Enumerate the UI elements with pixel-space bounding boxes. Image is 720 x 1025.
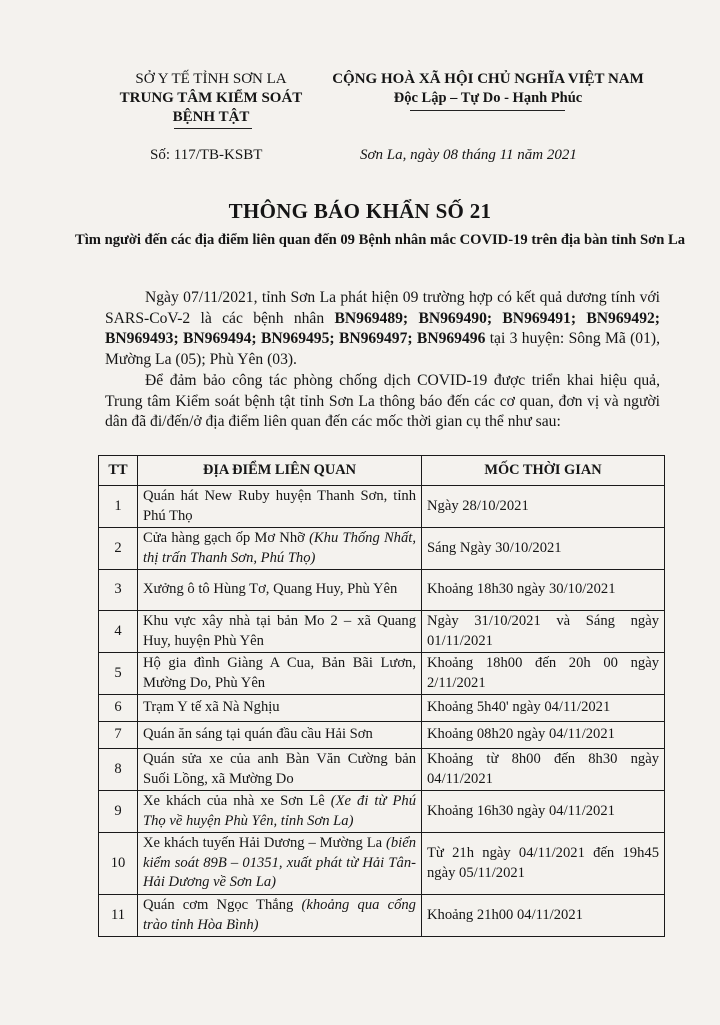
header-location: ĐỊA ĐIỂM LIÊN QUAN [138,456,422,486]
row-time: Khoảng 16h30 ngày 04/11/2021 [422,791,665,833]
location-note: (Khu Thống Nhất, thị trấn Thanh Sơn, Phú Thọ) [143,530,416,566]
row-time: Sáng Ngày 30/10/2021 [422,528,665,570]
table-row [99,833,665,895]
table-row [99,611,665,653]
row-time: Khoảng 21h00 04/11/2021 [422,895,665,937]
table-row [99,749,665,791]
motto-underline [410,110,565,111]
row-number: 10 [99,833,138,895]
paragraph-1-tail: tại 3 huyện: Sông Mã (01), Mường La (05); Phù Yên (03). [105,330,660,368]
row-time: Khoảng 18h00 đến 20h 00 ngày 2/11/2021 [422,653,665,695]
agency-line-2: TRUNG TÂM KIỂM SOÁT [119,90,303,106]
table-row [99,528,665,570]
paragraph-1-text: Ngày 07/11/2021, tỉnh Sơn La phát hiện 09 trường hợp có kết quả dương tính với SARS-CoV-2 là các bệnh nhân [105,289,660,327]
row-time: Ngày 28/10/2021 [422,486,665,528]
row-location [138,749,422,791]
location-name: Xưởng ô tô Hùng Tơ, Quang Huy, Phù Yên [143,581,398,598]
location-name: Khu vực xây nhà tại bản Mo 2 – xã Quang Huy, huyện Phù Yên [143,613,416,649]
location-name: Quán cơm Ngọc Thắng [143,897,302,913]
row-number: 4 [99,611,138,653]
row-location [138,611,422,653]
row-location [138,833,422,895]
row-number: 1 [99,486,138,528]
location-note: (khoảng qua cổng trào tỉnh Hòa Bình) [143,897,416,933]
location-name: Quán ăn sáng tại quán đầu cầu Hải Sơn [143,726,373,743]
row-number: 8 [99,749,138,791]
row-location [138,722,422,749]
row-number: 9 [99,791,138,833]
location-name: Trạm Y tế xã Nà Nghịu [143,699,280,716]
paragraph-detection [105,288,660,370]
row-number: 6 [99,695,138,722]
paragraph-notice [105,371,660,433]
row-location [138,895,422,937]
row-time: Khoảng 5h40' ngày 04/11/2021 [422,695,665,722]
table-row [99,895,665,937]
agency-line-1: SỞ Y TẾ TỈNH SƠN LA [135,71,287,87]
table-row [99,695,665,722]
row-location [138,791,422,833]
document-title: THÔNG BÁO KHẨN SỐ 21 [228,199,492,223]
table-row [99,570,665,611]
place-and-date: Sơn La, ngày 08 tháng 11 năm 2021 [360,147,577,163]
table-row [99,486,665,528]
row-time: Khoảng từ 8h00 đến 8h30 ngày 04/11/2021 [422,749,665,791]
row-time: Ngày 31/10/2021 và Sáng ngày 01/11/2021 [422,611,665,653]
national-motto [318,70,658,108]
patient-ids: BN969489; BN969490; BN969491; BN969492; BN969493; BN969494; BN969495; BN969497; BN969496 [105,309,660,347]
row-location [138,695,422,722]
paragraph-2-text: Để đảm bảo công tác phòng chống dịch COVID-19 được triển khai hiệu quả, Trung tâm Kiểm soát bệnh tật tỉnh Sơn La thông báo đến các cơ quan, đơn vị và người dân đã đi/đến/ở địa điểm liên quan đến các mốc thời gian cụ thể như sau: [105,372,660,430]
row-location [138,486,422,528]
location-name: Cửa hàng gạch ốp Mơ Nhỡ [143,530,310,546]
location-note: (Xe đi từ Phú Thọ về huyện Phù Yên, tỉnh Sơn La) [143,793,416,829]
row-time: Khoảng 18h30 ngày 30/10/2021 [422,570,665,611]
row-location [138,653,422,695]
agency-line-3: BỆNH TẬT [172,109,250,125]
location-name: Quán hát New Ruby huyện Thanh Sơn, tỉnh Phú Thọ [143,488,416,524]
agency-underline [174,128,252,129]
row-number: 2 [99,528,138,570]
document-subtitle: Tìm người đến các địa điểm liên quan đến 09 Bệnh nhân mắc COVID-19 trên địa bàn tỉnh Sơn La [74,232,685,248]
row-time: Từ 21h ngày 04/11/2021 đến 19h45 ngày 05/11/2021 [422,833,665,895]
location-name: Quán sửa xe của anh Bàn Văn Cường bản Suối Lồng, xã Mường Do [143,751,416,787]
locations-table [98,455,665,937]
issuing-agency [100,70,322,127]
header-time: MỐC THỜI GIAN [422,456,665,486]
location-name: Xe khách tuyến Hải Dương – Mường La [143,835,386,852]
nation-line-1: CỘNG HOÀ XÃ HỘI CHỦ NGHĨA VIỆT NAM [332,71,644,87]
document-number: Số: 117/TB-KSBT [150,147,263,163]
table-header-row [99,456,665,486]
header-tt: TT [99,456,138,486]
row-number: 11 [99,895,138,937]
table-row [99,653,665,695]
location-note: (biển kiểm soát 89B – 01351, xuất phát từ Hải Tân- Hải Dương về Sơn La) [143,835,416,891]
table-row [99,791,665,833]
location-name: Hộ gia đình Giàng A Cua, Bản Bãi Lươn, Mường Do, Phù Yên [143,655,416,691]
location-name: Xe khách của nhà xe Sơn Lê [143,793,331,809]
row-time: Khoảng 08h20 ngày 04/11/2021 [422,722,665,749]
row-number: 3 [99,570,138,611]
row-location [138,570,422,611]
nation-line-2: Độc Lập – Tự Do - Hạnh Phúc [393,90,583,106]
row-number: 5 [99,653,138,695]
row-location [138,528,422,570]
row-number: 7 [99,722,138,749]
table-row [99,722,665,749]
